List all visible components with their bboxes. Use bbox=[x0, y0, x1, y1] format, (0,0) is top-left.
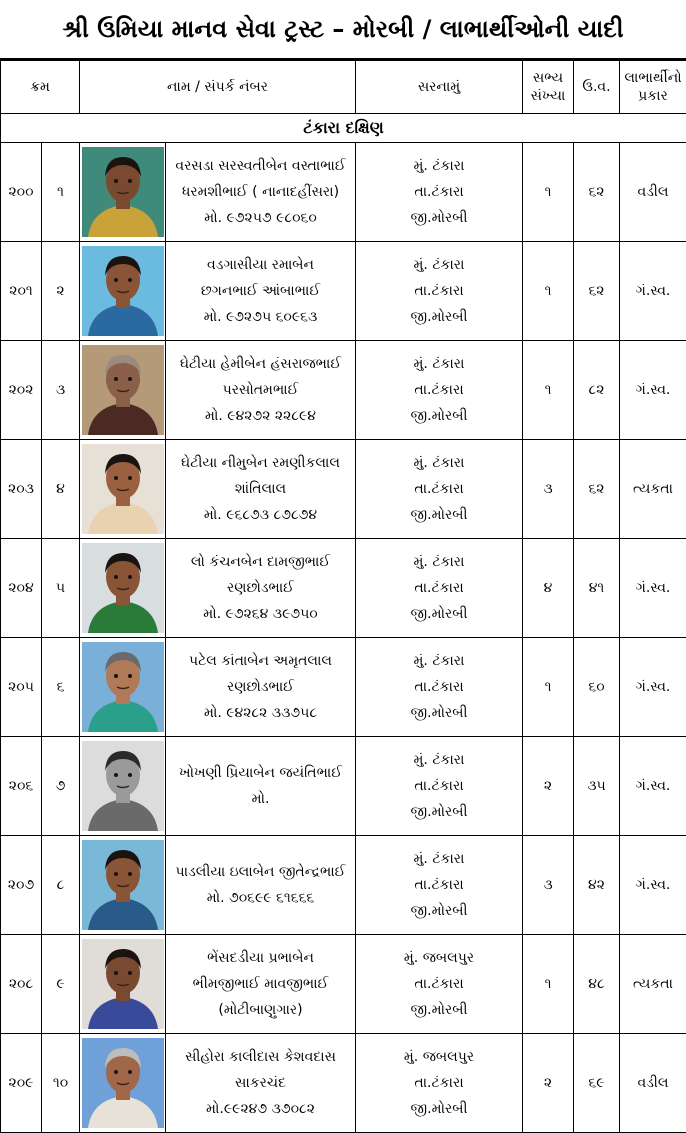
serial-number: ૨૦૯ bbox=[1, 1034, 42, 1133]
age: ૬૨ bbox=[574, 440, 620, 539]
name-contact bbox=[166, 638, 356, 737]
address-line: તા.ટંકારા bbox=[356, 476, 522, 502]
beneficiary-photo bbox=[82, 642, 164, 732]
beneficiary-type: ગં.સ્વ. bbox=[620, 638, 686, 737]
sub-number: ૩ bbox=[42, 341, 80, 440]
name-contact bbox=[166, 836, 356, 935]
name-line: ધરમશીભાઈ ( નાનાદહીંસરા) bbox=[166, 179, 355, 205]
header-age: ઉ.વ. bbox=[574, 61, 620, 114]
beneficiary-table bbox=[0, 60, 686, 1133]
sub-number: ૫ bbox=[42, 539, 80, 638]
serial-number: ૨૦૫ bbox=[1, 638, 42, 737]
members-count: ૩ bbox=[523, 440, 574, 539]
address-line: જી.મોરબી bbox=[356, 799, 522, 825]
table-row bbox=[1, 836, 686, 935]
address-line: તા.ટંકારા bbox=[356, 377, 522, 403]
photo-cell bbox=[80, 836, 166, 935]
photo-cell bbox=[80, 539, 166, 638]
address-line: તા.ટંકારા bbox=[356, 971, 522, 997]
name-line: વરસડા સરસ્વતીબેન વસ્તાભાઈ bbox=[166, 153, 355, 179]
table-row bbox=[1, 539, 686, 638]
members-count: ૨ bbox=[523, 1034, 574, 1133]
serial-number: ૨૦૭ bbox=[1, 836, 42, 935]
name-line: પટેલ કાંતાબેન અમૃતલાલ bbox=[166, 648, 355, 674]
name-line: મો. ૯૭૨૬૪ ૩૯૭૫૦ bbox=[166, 601, 355, 627]
table-header bbox=[1, 61, 686, 114]
name-line: રણછોડભાઈ bbox=[166, 674, 355, 700]
beneficiary-photo bbox=[82, 147, 164, 237]
name-line: પાડલીયા ઇલાબેન જીતેન્દ્રભાઈ bbox=[166, 859, 355, 885]
address-line: તા.ટંકારા bbox=[356, 575, 522, 601]
header-address: સરનામું bbox=[356, 61, 523, 114]
address-line: તા.ટંકારા bbox=[356, 179, 522, 205]
name-line: સીહોરા કાલીદાસ કેશવદાસ bbox=[166, 1044, 355, 1070]
beneficiary-photo bbox=[82, 840, 164, 930]
members-count: ૧ bbox=[523, 638, 574, 737]
beneficiary-type: ગં.સ્વ. bbox=[620, 539, 686, 638]
members-count: ૪ bbox=[523, 539, 574, 638]
table-row bbox=[1, 737, 686, 836]
age: ૪૧ bbox=[574, 539, 620, 638]
table-row bbox=[1, 341, 686, 440]
photo-cell bbox=[80, 935, 166, 1034]
sub-number: ૨ bbox=[42, 242, 80, 341]
name-line: (મોટીબાણુગાર) bbox=[166, 997, 355, 1023]
name-contact bbox=[166, 341, 356, 440]
beneficiary-photo bbox=[82, 939, 164, 1029]
name-line: લો કંચનબેન દામજીભાઈ bbox=[166, 549, 355, 575]
name-line: ઘેટીયા હેમીબેન હંસરાજભાઈ bbox=[166, 351, 355, 377]
sub-number: ૭ bbox=[42, 737, 80, 836]
name-contact bbox=[166, 440, 356, 539]
sub-number: ૬ bbox=[42, 638, 80, 737]
sub-number: ૪ bbox=[42, 440, 80, 539]
members-count: ૨ bbox=[523, 737, 574, 836]
address-line: જી.મોરબી bbox=[356, 997, 522, 1023]
age: ૪૨ bbox=[574, 836, 620, 935]
address bbox=[356, 737, 523, 836]
photo-cell bbox=[80, 143, 166, 242]
photo-cell bbox=[80, 1034, 166, 1133]
name-line: મો. ૭૦૬૯૯ ૬૧૬૬૬ bbox=[166, 885, 355, 911]
address-line: જી.મોરબી bbox=[356, 205, 522, 231]
address-line: તા.ટંકારા bbox=[356, 674, 522, 700]
members-count: ૧ bbox=[523, 341, 574, 440]
name-line: સાકરચંદ bbox=[166, 1070, 355, 1096]
section-title: ટંકારા દક્ષિણ bbox=[1, 114, 686, 143]
members-count: ૧ bbox=[523, 242, 574, 341]
address-line: જી.મોરબી bbox=[356, 502, 522, 528]
address-line: મું. ટંકારા bbox=[356, 252, 522, 278]
photo-cell bbox=[80, 440, 166, 539]
serial-number: ૨૦૩ bbox=[1, 440, 42, 539]
name-line: વડગાસીયા રમાબેન bbox=[166, 252, 355, 278]
header-members: સભ્ય સંખ્યા bbox=[523, 61, 574, 114]
address-line: જી.મોરબી bbox=[356, 1096, 522, 1122]
address-line: મું. ટંકારા bbox=[356, 153, 522, 179]
serial-number: ૨૦૨ bbox=[1, 341, 42, 440]
name-line: મો. ૯૪૨૮૨ ૩૩૭૫૮ bbox=[166, 700, 355, 726]
beneficiary-type: ગં.સ્વ. bbox=[620, 341, 686, 440]
header-type: લાભાર્થીનો પ્રકાર bbox=[620, 61, 686, 114]
name-line: શાંતિલાલ bbox=[166, 476, 355, 502]
address bbox=[356, 341, 523, 440]
serial-number: ૨૦૮ bbox=[1, 935, 42, 1034]
name-line: મો. ૯૭૨૭૫ ૬૦૯૬૩ bbox=[166, 304, 355, 330]
address-line: જી.મોરબી bbox=[356, 898, 522, 924]
age: ૬૨ bbox=[574, 242, 620, 341]
name-line: પરસોતમભાઈ bbox=[166, 377, 355, 403]
sub-number: ૧૦ bbox=[42, 1034, 80, 1133]
address bbox=[356, 836, 523, 935]
age: ૬૦ bbox=[574, 638, 620, 737]
name-contact bbox=[166, 737, 356, 836]
serial-number: ૨૦૧ bbox=[1, 242, 42, 341]
beneficiary-photo bbox=[82, 246, 164, 336]
beneficiary-type: ગં.સ્વ. bbox=[620, 737, 686, 836]
table-row bbox=[1, 440, 686, 539]
table-row bbox=[1, 242, 686, 341]
age: ૬૨ bbox=[574, 143, 620, 242]
name-line: રણછોડભાઈ bbox=[166, 575, 355, 601]
name-line: મો.૯૯૨૪૭ ૩૭૦૮૨ bbox=[166, 1096, 355, 1122]
header-name: નામ / સંપર્ક નંબર bbox=[80, 61, 356, 114]
photo-cell bbox=[80, 638, 166, 737]
name-line: ભીમજીભાઈ માવજીભાઈ bbox=[166, 971, 355, 997]
photo-cell bbox=[80, 737, 166, 836]
address-line: જી.મોરબી bbox=[356, 304, 522, 330]
address-line: જી.મોરબી bbox=[356, 601, 522, 627]
name-contact bbox=[166, 1034, 356, 1133]
beneficiary-photo bbox=[82, 444, 164, 534]
age: ૪૮ bbox=[574, 935, 620, 1034]
name-contact bbox=[166, 539, 356, 638]
name-line: મો. ૯૭૨૫૭ ૯૮૦૬૦ bbox=[166, 205, 355, 231]
address-line: મું. ટંકારા bbox=[356, 846, 522, 872]
address-line: તા.ટંકારા bbox=[356, 872, 522, 898]
header-serial: ક્રમ bbox=[1, 61, 80, 114]
table-row bbox=[1, 1034, 686, 1133]
beneficiary-type: વડીલ bbox=[620, 1034, 686, 1133]
name-line: મો. bbox=[166, 786, 355, 812]
members-count: ૩ bbox=[523, 836, 574, 935]
name-contact bbox=[166, 242, 356, 341]
address bbox=[356, 638, 523, 737]
beneficiary-photo bbox=[82, 345, 164, 435]
table-row bbox=[1, 638, 686, 737]
name-line: મો. ૯૬૮૭૩ ૮૭૮૭૪ bbox=[166, 502, 355, 528]
address-line: મું. ટંકારા bbox=[356, 450, 522, 476]
section-row bbox=[1, 114, 686, 143]
address-line: મું. ટંકારા bbox=[356, 648, 522, 674]
sub-number: ૧ bbox=[42, 143, 80, 242]
address bbox=[356, 242, 523, 341]
address bbox=[356, 1034, 523, 1133]
age: ૬૯ bbox=[574, 1034, 620, 1133]
photo-cell bbox=[80, 242, 166, 341]
serial-number: ૨૦૦ bbox=[1, 143, 42, 242]
address-line: મું. ટંકારા bbox=[356, 549, 522, 575]
name-line: ઘેટીયા નીમુબેન રમણીકલાલ bbox=[166, 450, 355, 476]
name-contact bbox=[166, 143, 356, 242]
address bbox=[356, 143, 523, 242]
address-line: મું. ટંકારા bbox=[356, 747, 522, 773]
address-line: મું. જબલપુર bbox=[356, 1044, 522, 1070]
address bbox=[356, 440, 523, 539]
name-line: છગનભાઈ આંબાભાઈ bbox=[166, 278, 355, 304]
address-line: જી.મોરબી bbox=[356, 700, 522, 726]
age: ૮૨ bbox=[574, 341, 620, 440]
beneficiary-photo bbox=[82, 1038, 164, 1128]
name-line: ભેંસદડીયા પ્રભાબેન bbox=[166, 945, 355, 971]
table-row bbox=[1, 143, 686, 242]
sub-number: ૯ bbox=[42, 935, 80, 1034]
beneficiary-type: ગં.સ્વ. bbox=[620, 836, 686, 935]
name-contact bbox=[166, 935, 356, 1034]
age: ૩૫ bbox=[574, 737, 620, 836]
serial-number: ૨૦૪ bbox=[1, 539, 42, 638]
address-line: તા.ટંકારા bbox=[356, 1070, 522, 1096]
beneficiary-type: ગં.સ્વ. bbox=[620, 242, 686, 341]
address bbox=[356, 935, 523, 1034]
beneficiary-photo bbox=[82, 543, 164, 633]
address-line: તા.ટંકારા bbox=[356, 773, 522, 799]
members-count: ૧ bbox=[523, 143, 574, 242]
serial-number: ૨૦૬ bbox=[1, 737, 42, 836]
beneficiary-type: વડીલ bbox=[620, 143, 686, 242]
sub-number: ૮ bbox=[42, 836, 80, 935]
address-line: મું. જબલપુર bbox=[356, 945, 522, 971]
name-line: મો. ૯૪૨૭૨ ૨૨૮૯૪ bbox=[166, 403, 355, 429]
members-count: ૧ bbox=[523, 935, 574, 1034]
name-line: ખોખણી પ્રિયાબેન જયંતિભાઈ bbox=[166, 760, 355, 786]
address-line: તા.ટંકારા bbox=[356, 278, 522, 304]
photo-cell bbox=[80, 341, 166, 440]
address-line: જી.મોરબી bbox=[356, 403, 522, 429]
page-title: શ્રી ઉમિયા માનવ સેવા ટ્રસ્ટ – મોરબી / લાભાર્થીઓની યાદી bbox=[0, 0, 686, 60]
beneficiary-photo bbox=[82, 741, 164, 831]
address-line: મું. ટંકારા bbox=[356, 351, 522, 377]
address bbox=[356, 539, 523, 638]
beneficiary-type: ત્યકતા bbox=[620, 440, 686, 539]
beneficiary-type: ત્યકતા bbox=[620, 935, 686, 1034]
table-row bbox=[1, 935, 686, 1034]
